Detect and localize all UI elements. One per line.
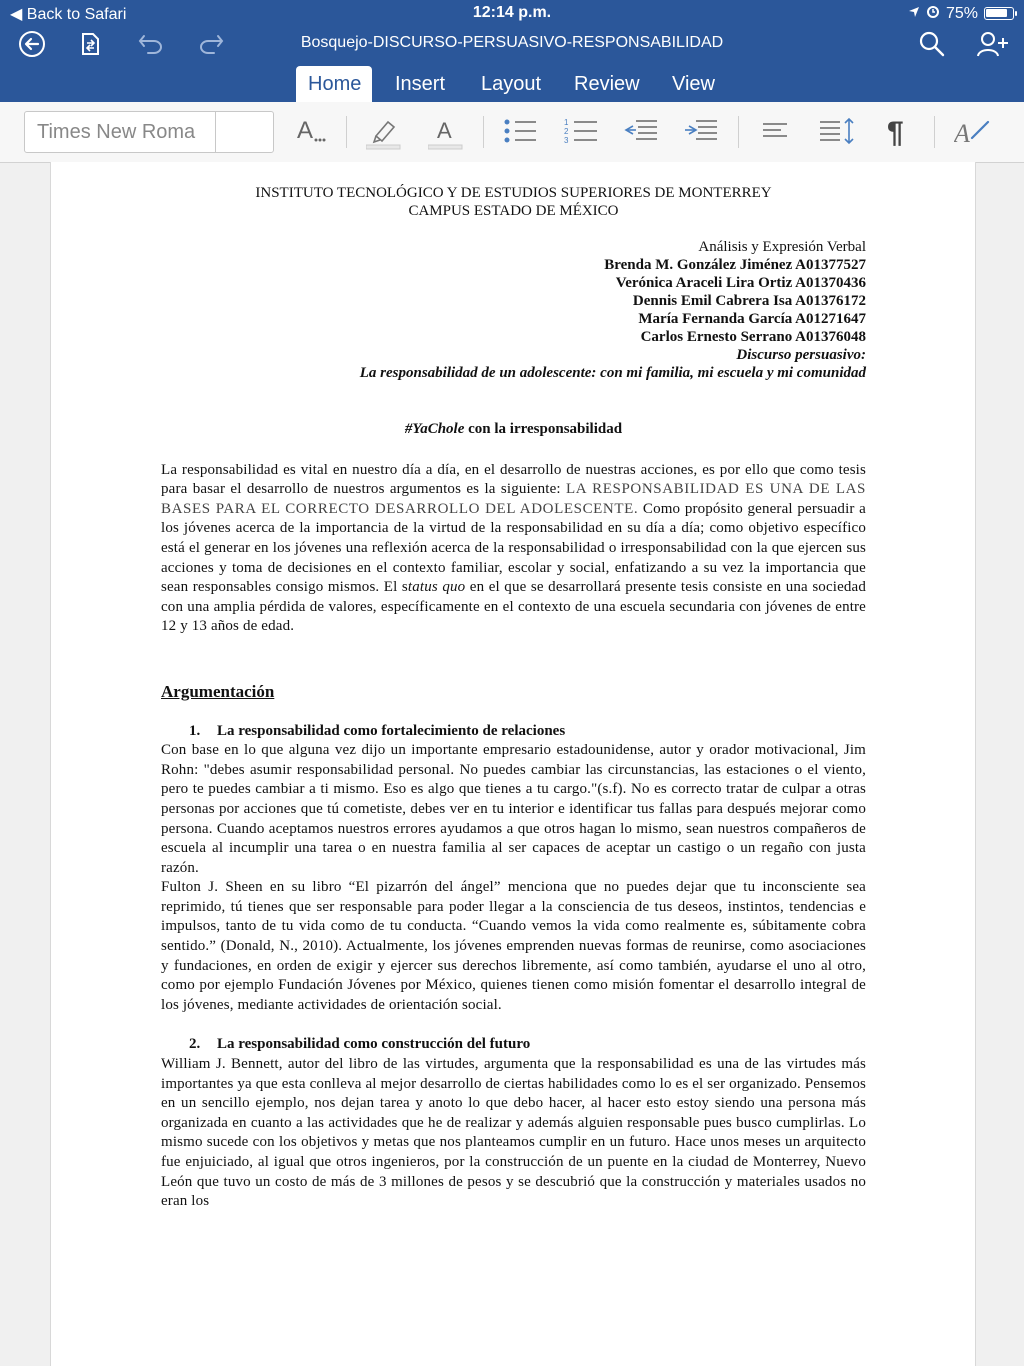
font-formatting-icon	[297, 116, 327, 146]
divider	[483, 116, 484, 148]
highlight-button[interactable]	[366, 116, 402, 155]
author-line: María Fernanda García A01271647	[638, 311, 866, 327]
intro-text: en el que se desarrollará presente tesis consiste en una sociedad con una amplia pérdida de valores, específicamente en el contexto de una escuela secundaria con jóvenes de entre 12 y 13 años de edad.	[161, 579, 866, 635]
status-bar	[0, 0, 1024, 28]
document-title: Bosquejo-DISCURSO-PERSUASIVO-RESPONSABILIDAD	[300, 34, 724, 51]
author-line: Verónica Araceli Lira Ortiz A01370436	[615, 275, 866, 291]
svg-text:3: 3	[564, 136, 569, 145]
body-paragraph: William J. Bennett, autor del libro de las virtudes, argumenta que la responsabilidad es una de las virtudes más importantes ya que esta conlleva al mejor desarrollo de ciertas habilidades como lo es el ser organizado. Pensemos en un sencillo ejemplo, nos dejan tarea y anoto lo que debo hacer, al hacer esto estoy siendo una persona más organizada en cuanto a las actividades que he de realizar y además alguien responsable pues busco cumplirlas. Lo mismo sucede con los objetivos y metas que nos planteamos cumplir en un futuro. Hace unos meses un arquitecto fue enjuiciado, al igual que otros ingenieros, por la construcción de un puente en la ciudad de Monterrey, Nuevo León que tuvo un costo de más de 3 millones de pesos y se descubrió que la construcción y materiales usados no eran los	[161, 1056, 866, 1210]
intro-text: La responsabilidad es vital en nuestro día a día, en el desarrollo de nuestras acciones, es por ello que como tesis para basar el desarrollo de nuestros argumentos es la siguiente:	[161, 461, 866, 498]
decrease-indent-button[interactable]	[624, 116, 658, 151]
body-paragraph: Fulton J. Sheen en su libro “El pizarrón del ángel” menciona que no puedes dejar que tu inconsciente sea reprimido, tú tienes que ser responsable para poder llegar a la consciencia de tus deseos, instintos, tendencias e impulsos, tanto de tu vida como de tu conducta. “Cuando vemos la vida como realmente es, súbitamente cobra sentido.” (Donald, N., 2010). Actualmente, los jóvenes emprenden nuevas formas de reunirse, como asociaciones y fundaciones, en orden de exigir y ejercer sus derechos libremente, así como también, ayudarse el uno al otro, como por ejemplo Fundación Jóvenes por México, quienes tienen como misión fomentar el desarrollo integral de los jóvenes, mediante actividades de orientación social.	[161, 879, 866, 1013]
styles-button[interactable]	[954, 116, 992, 151]
document-title-heading	[161, 420, 866, 440]
speech-topic: La responsabilidad de un adolescente: con mi familia, mi escuela y mi comunidad	[359, 365, 866, 381]
section-heading: Argumentación	[161, 681, 275, 701]
tab-view[interactable]: View	[672, 73, 715, 95]
tab-insert[interactable]: Insert	[395, 73, 446, 95]
status-quo-text: tatus quo	[407, 579, 466, 596]
svg-text:¶: ¶	[887, 116, 904, 148]
font-color-icon	[428, 116, 464, 150]
line-spacing-button[interactable]	[818, 116, 858, 151]
bullet-list-icon	[503, 116, 537, 146]
highlighter-icon	[366, 116, 402, 150]
app-header	[0, 0, 1024, 102]
increase-indent-button[interactable]	[684, 116, 718, 151]
speech-label: Discurso persuasivo:	[736, 347, 866, 363]
tab-home[interactable]: Home	[296, 66, 372, 102]
status-indicators	[908, 4, 1014, 23]
svg-text:A: A	[297, 117, 314, 144]
institution-line1: INSTITUTO TECNOLÓGICO Y DE ESTUDIOS SUPERIORES DE MONTERREY	[255, 185, 772, 201]
thesis-text: LA RESPONSABILIDAD ES UNA DE LAS BASES PARA EL CORRECTO DESARROLLO DEL ADOLESCENTE.	[161, 481, 866, 517]
list-item-heading	[161, 722, 866, 742]
styles-brush-icon	[954, 116, 992, 146]
tab-layout[interactable]: Layout	[481, 73, 542, 95]
svg-text:1: 1	[564, 118, 569, 127]
share-add-person-button[interactable]	[976, 30, 1010, 58]
document-body[interactable]	[161, 184, 866, 1212]
font-formatting-button[interactable]	[297, 116, 327, 151]
body-paragraph: Con base en lo que alguna vez dijo un importante empresario estadounidense, autor y orador motivacional, Jim Rohn: "debes asumir responsabilidad personal. No puedes cambiar las circunstancias, las estaciones o el viento, pero te puedes cambiar a ti mismo. Eso es algo que tienes a tu cargo."(s.f). No es correcto tratar de culpar a otras personas por acciones que tú cometiste, debes ver en tu interior e identificar tus fallas para después mejorar como persona. Cuando aceptamos nuestros errores ayudamos a que otros hagan lo mismo, sean nuestros compañeros de escuela al incumplir una tarea o en nuestra familia al ser capaces de aceptar un castigo o un regaño con justa razón.	[161, 742, 866, 876]
list-item-heading	[161, 1035, 866, 1055]
divider	[346, 116, 347, 148]
search-icon	[918, 30, 946, 58]
ribbon-tabs	[0, 66, 1024, 102]
divider	[934, 116, 935, 148]
author-line: Carlos Ernesto Serrano A01376048	[640, 329, 866, 345]
divider	[738, 116, 739, 148]
location-icon	[908, 5, 920, 23]
list-item-title: La responsabilidad como construcción del futuro	[217, 1036, 531, 1053]
battery-icon	[984, 7, 1014, 20]
back-label: Back to Safari	[26, 6, 127, 23]
add-person-icon	[976, 30, 1010, 58]
svg-text:2: 2	[564, 127, 569, 136]
formatting-ribbon	[0, 102, 1024, 163]
pilcrow-icon	[886, 114, 910, 148]
institution-line2: CAMPUS ESTADO DE MÉXICO	[408, 203, 619, 219]
tab-review[interactable]: Review	[574, 73, 640, 95]
show-formatting-marks-button[interactable]	[886, 114, 910, 153]
decrease-indent-icon	[624, 116, 658, 146]
align-left-button[interactable]	[760, 116, 790, 151]
author-line: Brenda M. González Jiménez A01377527	[604, 257, 866, 273]
svg-text:A: A	[954, 119, 970, 146]
back-chevron-icon: ◀	[10, 6, 23, 23]
intro-paragraph	[161, 461, 866, 637]
font-color-button[interactable]	[428, 116, 464, 155]
list-number: 2.	[189, 1036, 201, 1053]
font-size-divider	[215, 112, 216, 152]
course-name: Análisis y Expresión Verbal	[698, 239, 866, 255]
search-button[interactable]	[918, 30, 946, 58]
clock: 12:14 p.m.	[472, 4, 552, 21]
title-hashtag: #YaChole	[404, 421, 465, 437]
alarm-icon	[926, 4, 940, 23]
author-line: Dennis Emil Cabrera Isa A01376172	[632, 293, 866, 309]
numbered-list-icon	[564, 116, 598, 146]
svg-text:A: A	[437, 118, 452, 143]
document-page[interactable]	[50, 162, 976, 1366]
title-bar	[0, 28, 1024, 58]
increase-indent-icon	[684, 116, 718, 146]
line-spacing-icon	[818, 116, 858, 146]
align-left-icon	[760, 116, 790, 146]
font-name-box[interactable]	[24, 111, 274, 153]
intro-text: Como propósito general persuadir a los jóvenes acerca de la importancia de la virtud de la responsabilidad en su día a día; como objetivo específico está el generar en los jóvenes una reflexión acerca de la responsabilidad o irresponsabilidad con la que ejercen sus acciones y toma de decisiones en el contexto familiar, escolar y social, enfatizando a su vez la importancia que sean responsables consigo mismos. El s	[161, 500, 866, 596]
title-rest: con la irresponsabilidad	[464, 421, 623, 437]
font-name-input[interactable]	[35, 120, 214, 145]
list-number: 1.	[189, 722, 201, 739]
list-item-title: La responsabilidad como fortalecimiento de relaciones	[217, 722, 566, 739]
numbering-button[interactable]	[564, 116, 598, 151]
bullets-button[interactable]	[503, 116, 537, 151]
battery-percent: 75%	[945, 4, 978, 22]
